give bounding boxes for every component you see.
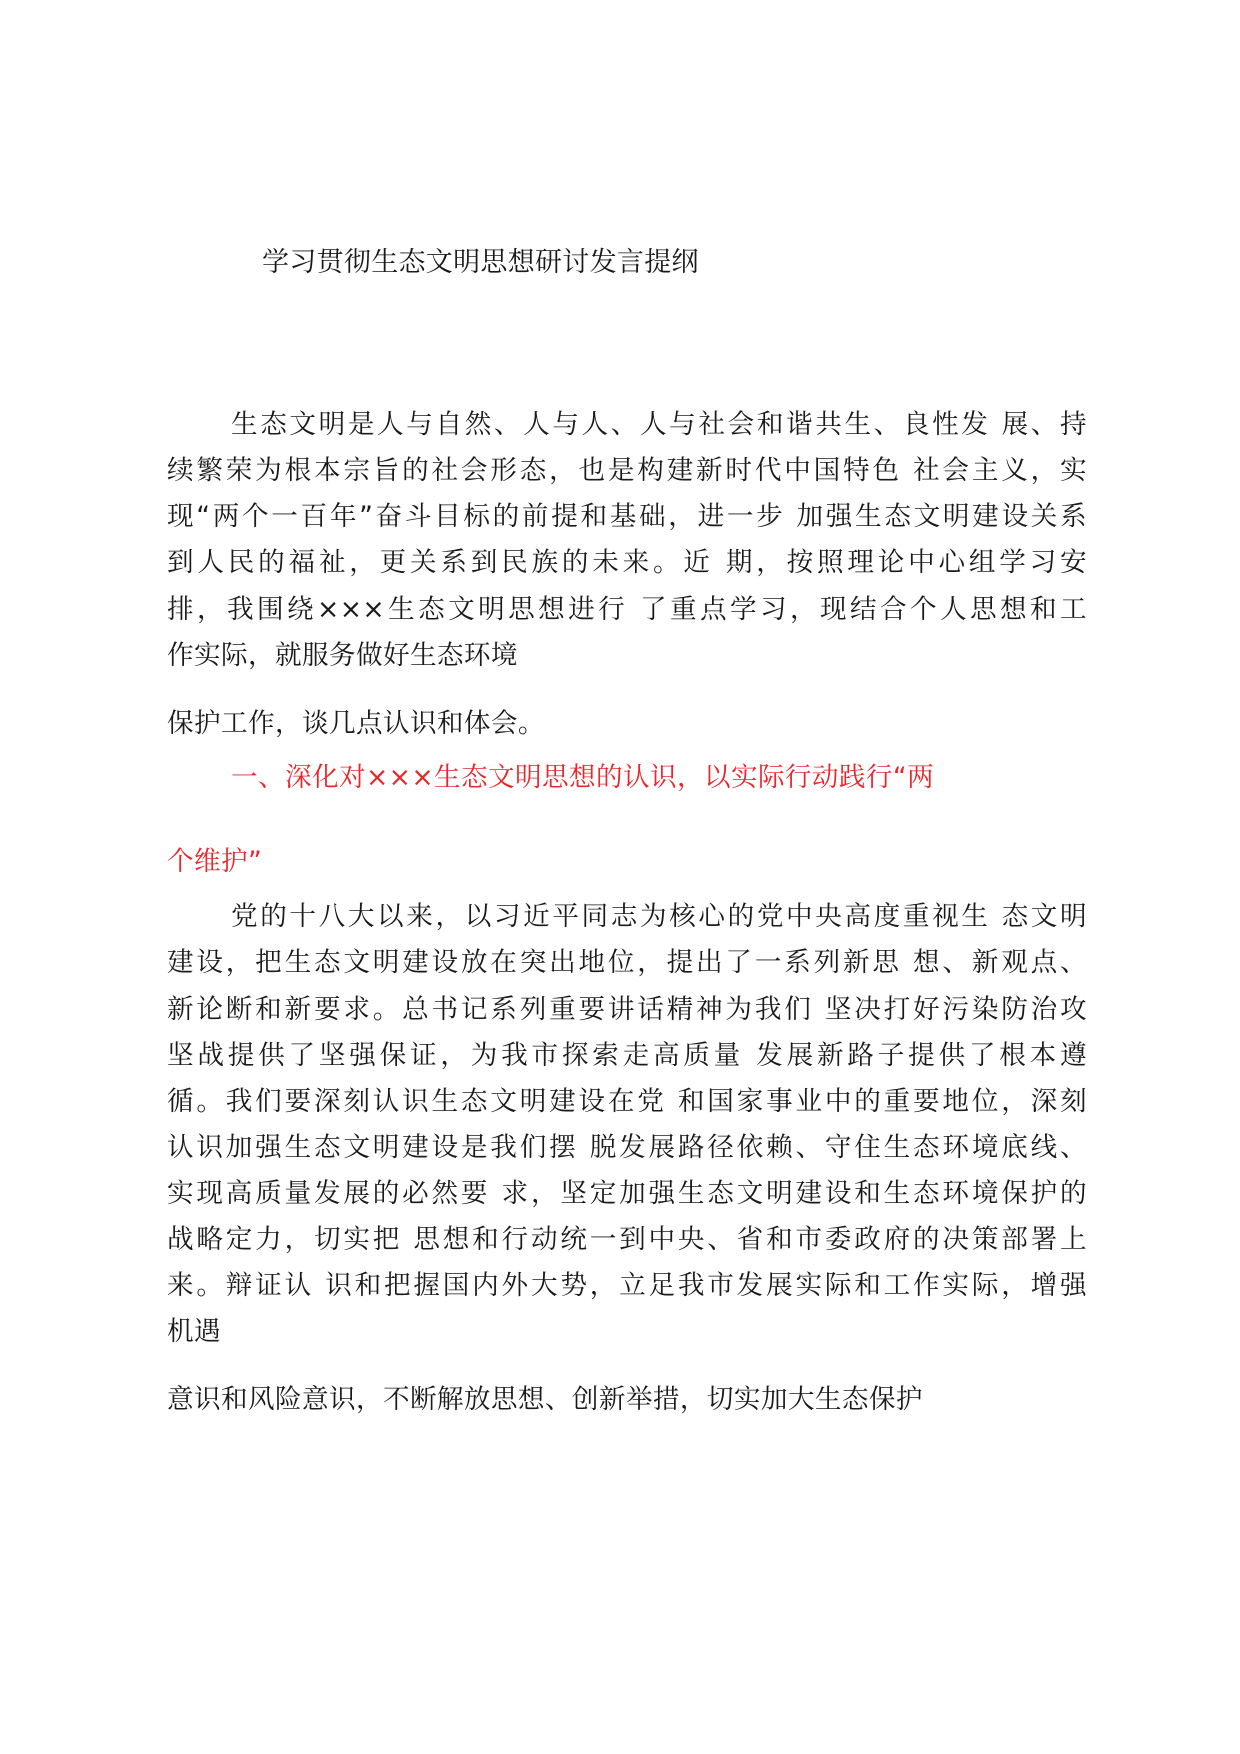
paragraph-line: 战略定力，切实把 思想和行动统一到中央、省和市委政府的决策部署上 xyxy=(167,1224,1087,1255)
paragraph-line: 循。我们要深刻认识生态文明建设在党 和国家事业中的重要地位，深刻 xyxy=(167,1086,1087,1117)
document-title: 学习贯彻生态文明思想研讨发言提纲 xyxy=(262,247,699,278)
paragraph-line: 坚战提供了坚强保证，为我市探索走高质量 发展新路子提供了根本遵 xyxy=(167,1040,1087,1071)
paragraph-line: 到人民的福祉，更关系到民族的未来。近 期，按照理论中心组学习安 xyxy=(167,547,1087,578)
paragraph-line: 保护工作，谈几点认识和体会。 xyxy=(167,708,545,739)
paragraph-line: 机遇 xyxy=(167,1316,221,1347)
paragraph-line: 排，我围绕×××生态文明思想进行 了重点学习，现结合个人思想和工 xyxy=(167,594,1087,625)
paragraph-line: 认识加强生态文明建设是我们摆 脱发展路径依赖、守住生态环境底线、 xyxy=(167,1132,1087,1163)
paragraph-line: 新论断和新要求。总书记系列重要讲话精神为我们 坚决打好污染防治攻 xyxy=(167,994,1087,1025)
paragraph-line: 建设，把生态文明建设放在突出地位，提出了一系列新思 想、新观点、 xyxy=(167,947,1087,978)
paragraph-line: 生态文明是人与自然、人与人、人与社会和谐共生、良性发 展、持 xyxy=(231,409,1087,440)
paragraph-line: 现“两个一百年”奋斗目标的前提和基础，进一步 加强生态文明建设关系 xyxy=(167,501,1087,532)
paragraph-line: 实现高质量发展的必然要 求，坚定加强生态文明建设和生态环境保护的 xyxy=(167,1178,1087,1209)
paragraph-line: 续繁荣为根本宗旨的社会形态，也是构建新时代中国特色 社会主义，实 xyxy=(167,455,1087,486)
paragraph-line: 党的十八大以来，以习近平同志为核心的党中央高度重视生 态文明 xyxy=(231,901,1087,932)
paragraph-line: 意识和风险意识，不断解放思想、创新举措，切实加大生态保护 xyxy=(167,1384,923,1415)
paragraph-line: 作实际，就服务做好生态环境 xyxy=(167,640,518,671)
section-heading-line: 一、深化对×××生态文明思想的认识，以实际行动践行“两 xyxy=(231,762,935,793)
section-heading-line: 个维护” xyxy=(167,846,263,877)
paragraph-line: 来。辩证认 识和把握国内外大势，立足我市发展实际和工作实际，增强 xyxy=(167,1270,1087,1301)
